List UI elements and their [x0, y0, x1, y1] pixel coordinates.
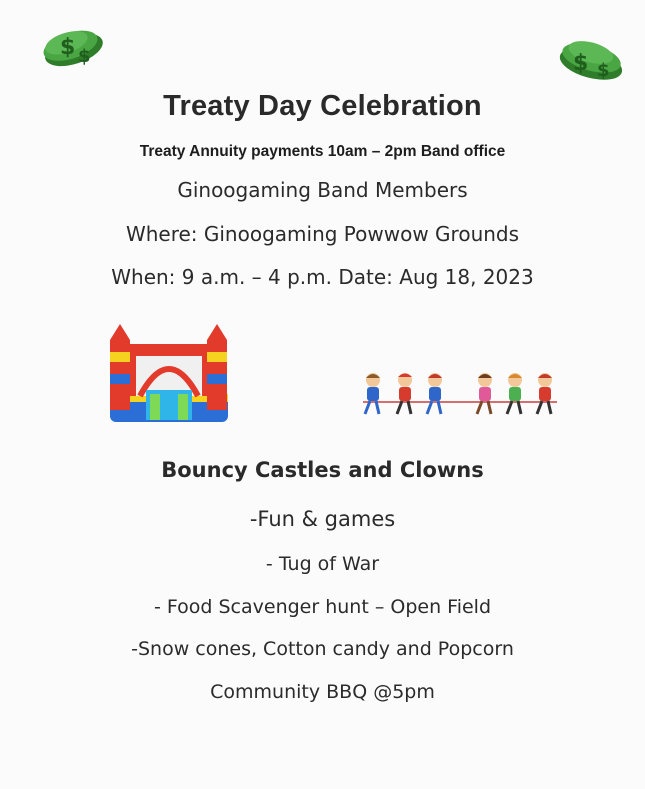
- page-title: Treaty Day Celebration: [163, 90, 482, 122]
- svg-text:$: $: [78, 46, 91, 67]
- activities-heading: Bouncy Castles and Clowns: [161, 458, 484, 482]
- activity-item: -Fun & games: [249, 507, 396, 531]
- when-line: When: 9 a.m. – 4 p.m. Date: Aug 18, 2023: [111, 265, 534, 289]
- money-stack-icon: [555, 30, 630, 90]
- activity-item: - Food Scavenger hunt – Open Field: [153, 596, 492, 618]
- svg-text:$: $: [573, 51, 589, 76]
- audience-line: Ginoogaming Band Members: [177, 178, 468, 202]
- activity-item: - Tug of War: [265, 553, 380, 575]
- payment-subtitle: Treaty Annuity payments 10am – 2pm Band office: [139, 143, 506, 160]
- where-line: Where: Ginoogaming Powwow Grounds: [125, 222, 520, 246]
- svg-text:$: $: [60, 35, 76, 60]
- bouncy-castle-icon: [106, 322, 231, 427]
- tug-of-war-kids-icon: [357, 370, 562, 430]
- activity-item: Community BBQ @5pm: [210, 681, 435, 703]
- svg-text:$: $: [597, 60, 610, 81]
- activity-item: -Snow cones, Cotton candy and Popcorn: [131, 638, 514, 660]
- money-stack-icon: [38, 20, 108, 75]
